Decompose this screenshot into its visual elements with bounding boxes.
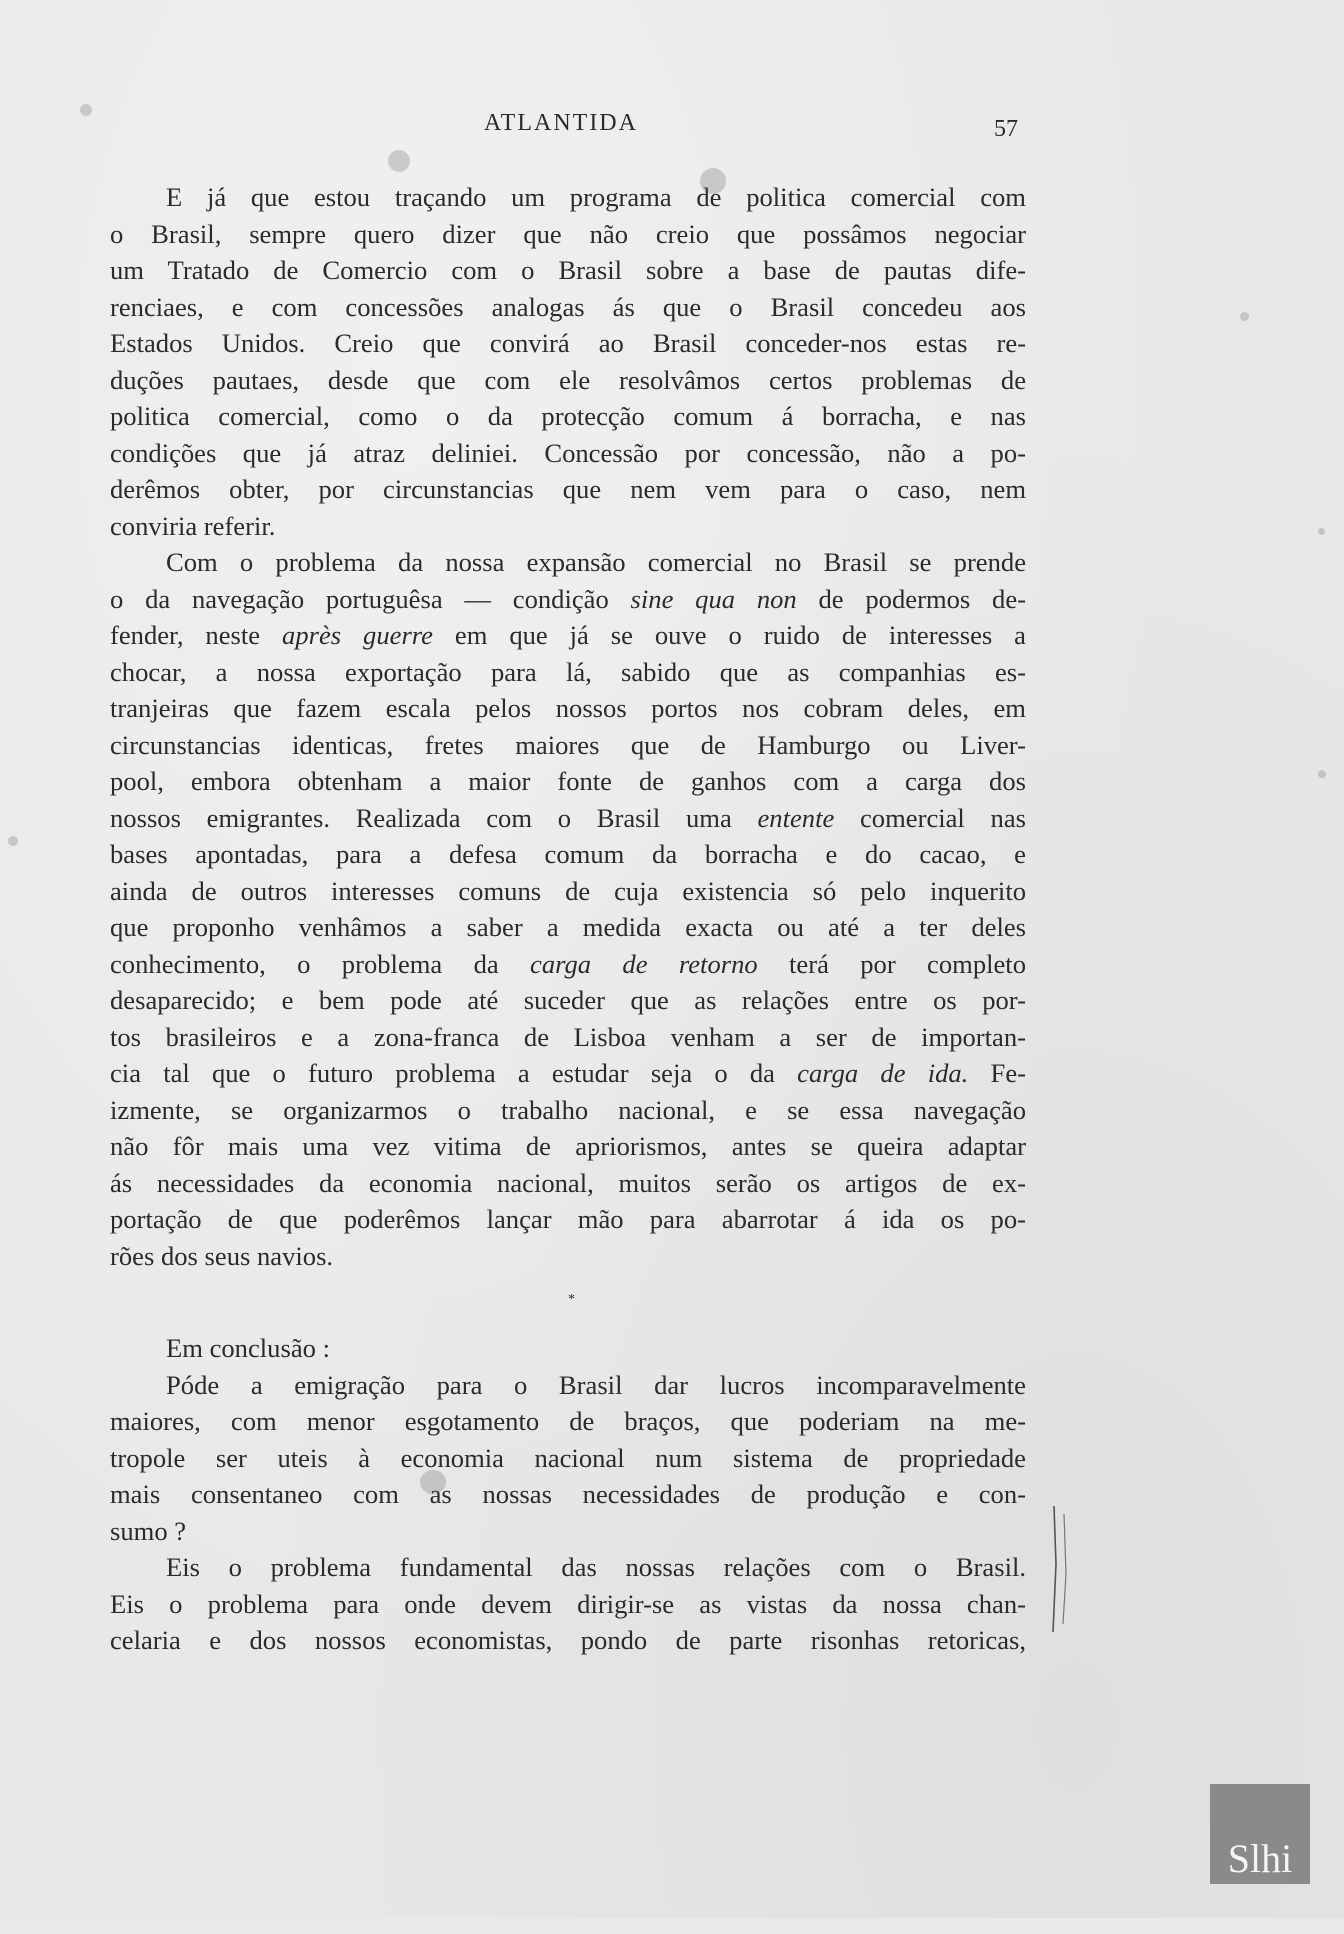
text-run: portação de que poderêmos lançar mão para abarrotar á ida os po- [110,1204,1026,1234]
text-line [110,1549,1026,1586]
text-line [110,690,1026,727]
text-line [110,1201,1026,1238]
margin-pencil-mark [1050,1504,1070,1634]
text-line [110,1055,1026,1092]
text-run: pool, embora obtenham a maior fonte de ganhos com a carga dos [110,766,1026,796]
paper-speck [80,104,92,116]
text-line [110,1440,1026,1477]
paper-speck [1240,312,1249,321]
text-run: E já que estou traçando um programa de politica comercial com [166,182,1026,212]
text-line [110,435,1026,472]
text-run: Eis o problema para onde devem dirigir-se as vistas da nossa chan- [110,1588,1026,1619]
text-line [110,982,1026,1019]
text-run: cia tal que o futuro problema a estudar seja o da [110,1058,798,1088]
text-line [110,1476,1026,1513]
paper-speck [388,150,410,172]
text-run: tropole ser uteis à economia nacional num sistema de propriedade [110,1442,1026,1473]
paper-speck [1318,770,1326,778]
text-run: em que já se ouve o ruido de interesses a [432,620,1026,650]
text-line [110,873,1026,910]
text-line [110,800,1026,837]
text-line [110,1586,1026,1623]
text-run: izmente, se organizarmos o trabalho nacional, e se essa navegação [110,1094,1026,1125]
text-run: Fe- [968,1058,1026,1088]
text-line [110,654,1026,691]
text-line [110,398,1026,435]
text-line [110,1622,1026,1659]
paragraph [110,1549,1026,1659]
text-run: nossos emigrantes. Realizada com o Brasil uma [110,802,758,833]
text-run: ainda de outros interesses comuns de cuja existencia só pelo inquerito [110,875,1026,906]
text-run: circunstancias identicas, fretes maiores que de Hamburgo ou Liver- [110,729,1026,760]
text-run: sumo ? [110,1515,187,1546]
text-run: derêmos obter, por circunstancias que nem vem para o caso, nem [110,474,1026,504]
text-run: tos brasileiros e a zona-franca de Lisboa venham a ser de importan- [110,1021,1026,1052]
text-line [110,362,1026,399]
text-line [110,216,1026,253]
text-run: um Tratado de Comercio com o Brasil sobre a base de pautas dife- [110,255,1026,285]
text-run: não fôr mais uma vez vitima de apriorismos, antes se queira adaptar [110,1131,1026,1161]
text-line [110,1330,1026,1367]
paragraph [110,179,1026,544]
text-run: comercial nas [834,802,1026,833]
text-run: fender, neste [110,620,283,650]
text-line [110,1238,1026,1275]
text-line [110,179,1026,216]
paper-speck [1318,528,1325,535]
text-run: terá por completo [757,948,1026,979]
italic-text: carga de ida. [797,1058,969,1088]
text-run: o Brasil, sempre quero dizer que não creio que possâmos negociar [110,218,1026,249]
italic-text: après guerre [282,620,433,650]
text-run: renciaes, e com concessões analogas ás que o Brasil concedeu aos [110,291,1026,322]
text-line [110,617,1026,654]
running-title: ATLANTIDA [484,110,638,136]
text-run: o da navegação portuguêsa — condição [110,583,631,614]
italic-text: sine qua non [630,583,797,614]
text-run: conviria referir. [110,510,276,541]
text-line [110,1128,1026,1165]
text-run: mais consentaneo com as nossas necessidades de produção e con- [110,1479,1026,1509]
text-line [110,1367,1026,1404]
text-line [110,1513,1026,1550]
separator-asterisk: * [568,1292,575,1307]
text-run: chocar, a nossa exportação para lá, sabido que as companhias es- [110,656,1026,687]
text-run: Com o problema da nossa expansão comercial no Brasil se prende [166,547,1026,577]
text-line [110,581,1026,618]
text-run: duções pautaes, desde que com ele resolvâmos certos problemas de [110,364,1026,395]
text-run: Eis o problema fundamental das nossas relações com o Brasil. [166,1552,1026,1582]
text-run: de podermos de- [796,583,1027,614]
text-run: rões dos seus navios. [110,1240,334,1271]
paper-speck [8,836,18,846]
text-line [110,1019,1026,1056]
text-line [110,1165,1026,1202]
text-line [110,325,1026,362]
text-run: condições que já atraz deliniei. Concessão por concessão, não a po- [110,437,1026,468]
paper-speck [420,1470,446,1494]
paragraph [110,1367,1026,1550]
text-run: que proponho venhâmos a saber a medida exacta ou até a ter deles [110,912,1026,942]
text-line [110,1092,1026,1129]
italic-text: carga de retorno [530,948,758,979]
text-run: Em conclusão : [166,1333,330,1363]
paragraph [110,1330,1026,1367]
library-stamp [1210,1784,1310,1884]
text-line [110,763,1026,800]
text-line [110,836,1026,873]
text-line [110,471,1026,508]
text-line [110,508,1026,545]
text-run: desaparecido; e bem pode até suceder que as relações entre os por- [110,985,1026,1015]
running-header [0,110,1344,150]
text-run: Póde a emigração para o Brasil dar lucros incomparavelmente [166,1369,1026,1400]
library-stamp-label: Slhi [1227,1836,1293,1881]
text-run: maiores, com menor esgotamento de braços, que poderiam na me- [110,1406,1026,1436]
paper-speck [700,168,726,194]
section-separator [110,1274,1026,1330]
text-run: celaria e dos nossos economistas, pondo de parte risonhas retoricas, [110,1625,1026,1655]
text-line [110,727,1026,764]
paragraph [110,544,1026,1274]
text-run: ás necessidades da economia nacional, muitos serão os artigos de ex- [110,1167,1026,1198]
body-text [110,179,1026,1659]
text-run: tranjeiras que fazem escala pelos nossos portos nos cobram deles, em [110,693,1026,723]
text-line [110,946,1026,983]
text-run: conhecimento, o problema da [110,948,531,979]
text-run: bases apontadas, para a defesa comum da borracha e do cacao, e [110,839,1026,869]
text-line [110,1403,1026,1440]
text-run: Estados Unidos. Creio que convirá ao Brasil conceder-nos estas re- [110,328,1026,358]
page-number: 57 [994,116,1018,142]
text-line [110,909,1026,946]
text-line [110,544,1026,581]
text-line [110,289,1026,326]
italic-text: entente [757,802,835,833]
text-run: politica comercial, como o da protecção comum á borracha, e nas [110,401,1026,431]
text-line [110,252,1026,289]
